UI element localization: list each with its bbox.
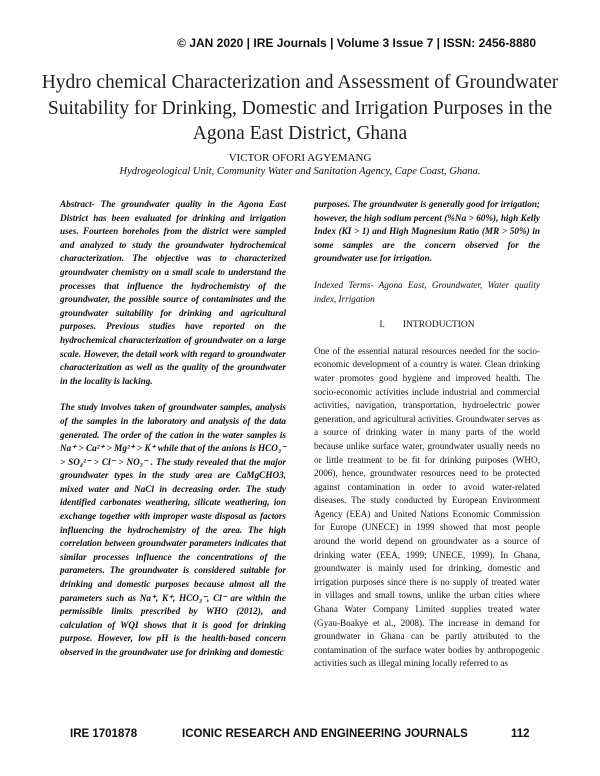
author-affiliation: Hydrogeological Unit, Community Water and Sanitation Agency, Cape Coast, Ghana. [119, 166, 481, 177]
journal-header: © JAN 2020 | IRE Journals | Volume 3 Issue 7 | ISSN: 2456-8880 [177, 36, 536, 50]
abstract-label: Abstract- [60, 199, 95, 209]
abstract-text-2a: The study involves taken of groundwater samples, analysis of the samples in the laboratory and analysis of the data generated. The order of the cation in the water samples is [60, 402, 286, 440]
abstract-paragraph-3: purposes. The groundwater is generally good for irrigation; however, the high sodium percent (%Na > 60%), high Kelly Index (KI > 1) and High Magnesium Ratio (MR > 50%) in some samples are the concern observed for the groundwater use for irrigation. [314, 199, 540, 264]
footer-journal-name: ICONIC RESEARCH AND ENGINEERING JOURNALS [182, 728, 468, 740]
abstract-paragraph-2 [60, 401, 286, 659]
footer-article-id: IRE 1701878 [70, 728, 138, 740]
abstract-text-2c: . The study revealed that the major groundwater types in the study area are CaMgCHO3, mixed water and NaCl in decreasing order. The study identified carbonates weathering, silicate weathering, ion exchange together with improper waste disposal as factors influencing the hydrochemistry of the area. The high correlation between groundwater parameters indicates that similar processes influence the concentrations of the parameters. The groundwater is considered suitable for drinking and domestic purposes because almost all the parameters such as [60, 456, 286, 603]
section-number: I. [379, 320, 385, 331]
footer-page-number: 112 [511, 728, 530, 740]
parameter-list: Na⁺, K⁺, HCO₃⁻, Cl⁻ [139, 592, 227, 603]
anion-order: HCO₃⁻ > SO₄²⁻ > Cl⁻ > NO₃⁻ [60, 443, 286, 467]
left-column [60, 198, 286, 673]
author-name: VICTOR OFORI AGYEMANG [228, 152, 372, 164]
index-terms-text: Agona East, Groundwater, Water quality index, Irrigation [314, 279, 540, 304]
right-column [314, 198, 540, 684]
abstract-paragraph-1 [60, 198, 286, 388]
section-title: INTRODUCTION [402, 320, 475, 331]
section-heading [314, 319, 540, 333]
introduction-paragraph: One of the essential natural resources needed for the socio-economic development of a country is water. Clean drinking water promotes good hygiene and improved health. The socio-economic activities include industrial and commercial activities, navigation, transportation, hydroelectric power generation, and agricultural activities. Groundwater serves as a source of drinking water in many parts of the world because unlike surface water, groundwater usually needs no or little treatment to be fit for drinking purposes (WHO, 2006), hence, groundwater resources need to be protected against contamination in order to avoid water-related diseases. The study conducted by European Environment Agency (EEA) and United Nations Economic Commission for Europe (UNECE) in 1999 showed that most people around the world depend on groundwater as a source of drinking water (EEA, 1999; UNECE, 1999). In Ghana, groundwater is mainly used for drinking, domestic and irrigation purposes since there is no supply of treated water in villages and small towns, unlike the urban cities where Ghana Water Company Limited supplies treated water (Gyau-Boakye et al., 2008). The increase in demand for groundwater in Ghana can be partly attributed to the contamination of the surface water bodies by anthropogenic activities such as illegal mining locally referred to as [314, 345, 540, 669]
abstract-text-1: The groundwater quality in the Agona East District has been evaluated for drinking and irrigation uses. Fourteen boreholes from the district were sampled and analyzed to study the groundwater hydrochemical characterization. The objective was to characterized groundwater chemistry on a small scale to understand the processes that influence the hydrochemistry of the groundwater, the possible source of contaminates and the groundwater suitability for drinking and agricultural purposes. Previous studies have reported on the hydrochemical characterization of groundwater on a large scale. However, the detail work with regard to groundwater characterization as well as the quality of the groundwater in the locality is lacking. [60, 199, 286, 386]
cation-order: Na⁺ > Ca²⁺ > Mg²⁺ > K⁺ [60, 443, 156, 454]
index-terms [314, 279, 540, 306]
abstract-text-2b: while that of the anions is [155, 443, 259, 454]
paper-title: Hydro chemical Characterization and Assessment of Groundwater Suitability for Drinking, Domestic and Irrigation Purposes in the Agona East District, Ghana [41, 72, 559, 144]
abstract-text-2d: are within the permissible limits prescribed by WHO (2012), and calculation of WQI shows that it is good for drinking purpose. However, low pH is the health-based concern observed in the groundwater use for drinking and domestic [60, 592, 286, 657]
index-terms-label: Indexed Terms- [314, 279, 374, 290]
